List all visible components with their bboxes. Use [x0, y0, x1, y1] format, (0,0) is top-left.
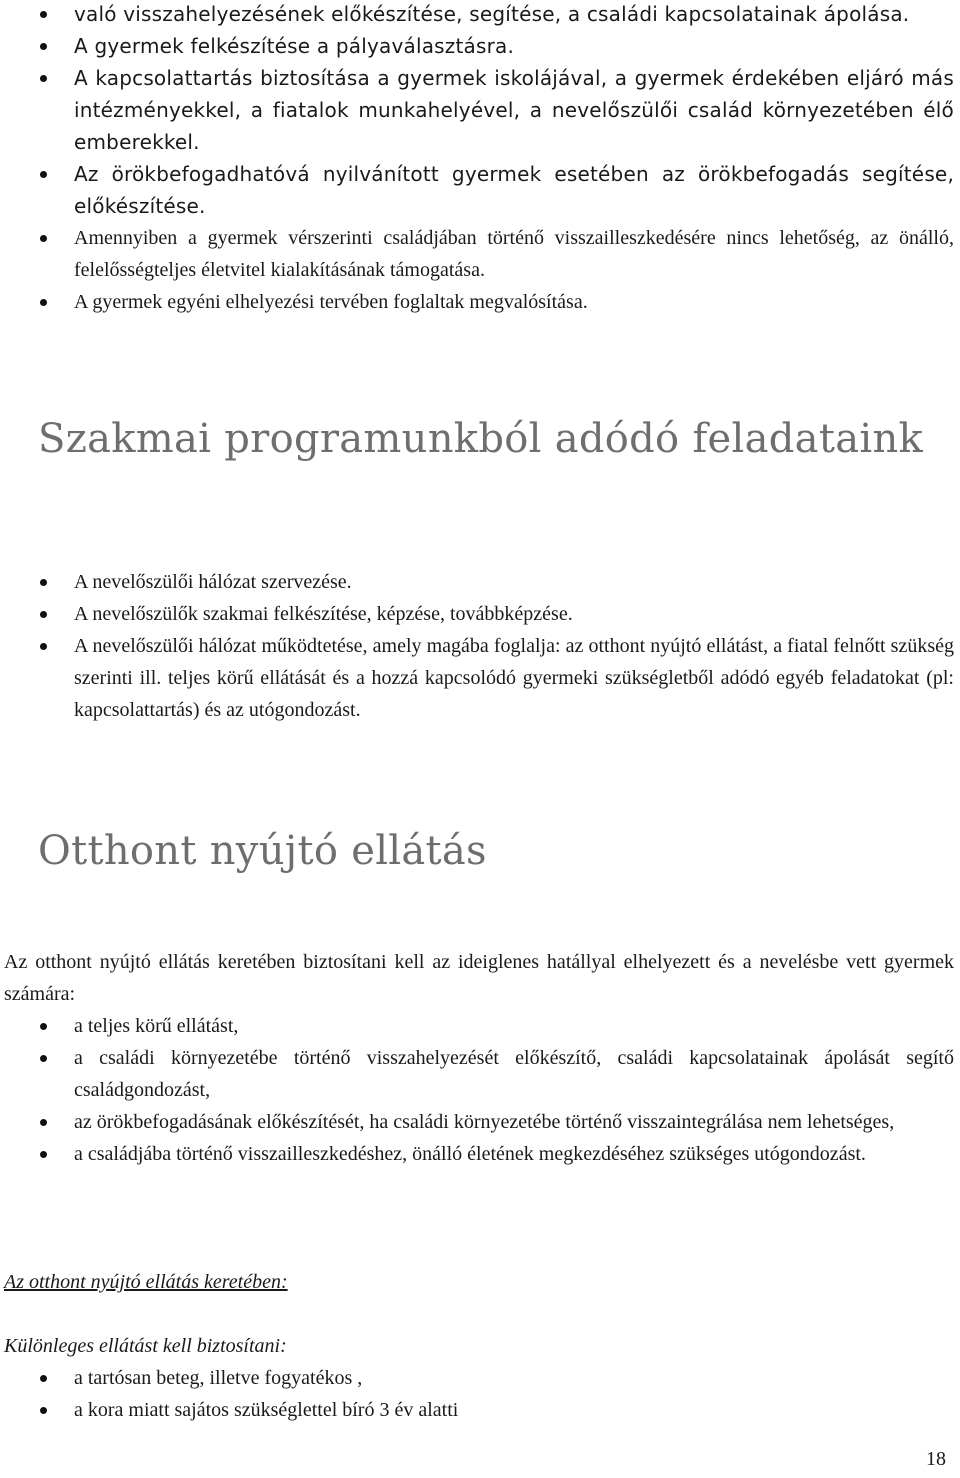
section-heading-home-care: Otthont nyújtó ellátás — [38, 828, 487, 874]
list-item: Amennyiben a gyermek vérszerinti családjában történő visszailleszkedésére nincs lehetőség, az önálló, felelősségteljes életvitel kialakításának támogatása. — [0, 222, 960, 286]
tasks-bullet-list — [0, 566, 960, 726]
list-item: a teljes körű ellátást, — [0, 1010, 960, 1042]
list-item: a családjába történő visszailleszkedéshez, önálló életének megkezdéséhez szükséges utógondozást. — [0, 1138, 960, 1170]
list-item: az örökbefogadásának előkészítését, ha családi környezetébe történő visszaintegrálása nem lehetséges, — [0, 1106, 960, 1138]
list-item: A gyermek egyéni elhelyezési tervében foglaltak megvalósítása. — [0, 286, 960, 318]
list-item: a családi környezetébe történő visszahelyezését előkészítő, családi kapcsolatainak ápolását segítő családgondozást, — [0, 1042, 960, 1106]
list-item: való visszahelyezésének előkészítése, segítése, a családi kapcsolatainak ápolása. — [0, 0, 960, 30]
top-bullet-list — [0, 0, 960, 318]
list-item: Az örökbefogadhatóvá nyilvánított gyermek esetében az örökbefogadás segítése, előkészítése. — [0, 158, 960, 222]
page-number: 18 — [926, 1448, 946, 1470]
list-item: A nevelőszülői hálózat szervezése. — [0, 566, 960, 598]
list-item: a tartósan beteg, illetve fogyatékos , — [0, 1362, 960, 1394]
list-item: A kapcsolattartás biztosítása a gyermek iskolájával, a gyermek érdekében eljáró más intézményekkel, a fiatalok munkahelyével, a nevelőszülői család környezetében élő emberekkel. — [0, 62, 960, 158]
intro-paragraph: Az otthont nyújtó ellátás keretében biztosítani kell az ideiglenes hatállyal elhelyezett és a nevelésbe vett gyermek számára: — [4, 951, 954, 1005]
list-item: A nevelőszülői hálózat működtetése, amely magába foglalja: az otthont nyújtó ellátást, a fiatal felnőtt szükség szerinti ill. teljes körű ellátását és a hozzá kapcsolódó gyermeki szükségletből adódó egyéb feladatokat (pl: kapcsolattartás) és az utógondozást. — [0, 630, 960, 726]
list-item: a kora miatt sajátos szükséglettel bíró 3 év alatti — [0, 1394, 960, 1426]
subheading-underlined: Az otthont nyújtó ellátás keretében: — [4, 1271, 288, 1293]
list-item: A gyermek felkészítése a pályaválasztásra. — [0, 30, 960, 62]
special-care-label: Különleges ellátást kell biztosítani: — [4, 1335, 287, 1357]
section-heading-tasks: Szakmai programunkból adódó feladataink — [38, 416, 924, 462]
special-bullet-list — [0, 1362, 960, 1426]
list-item: A nevelőszülők szakmai felkészítése, képzése, továbbképzése. — [0, 598, 960, 630]
care-bullet-list — [0, 1010, 960, 1170]
